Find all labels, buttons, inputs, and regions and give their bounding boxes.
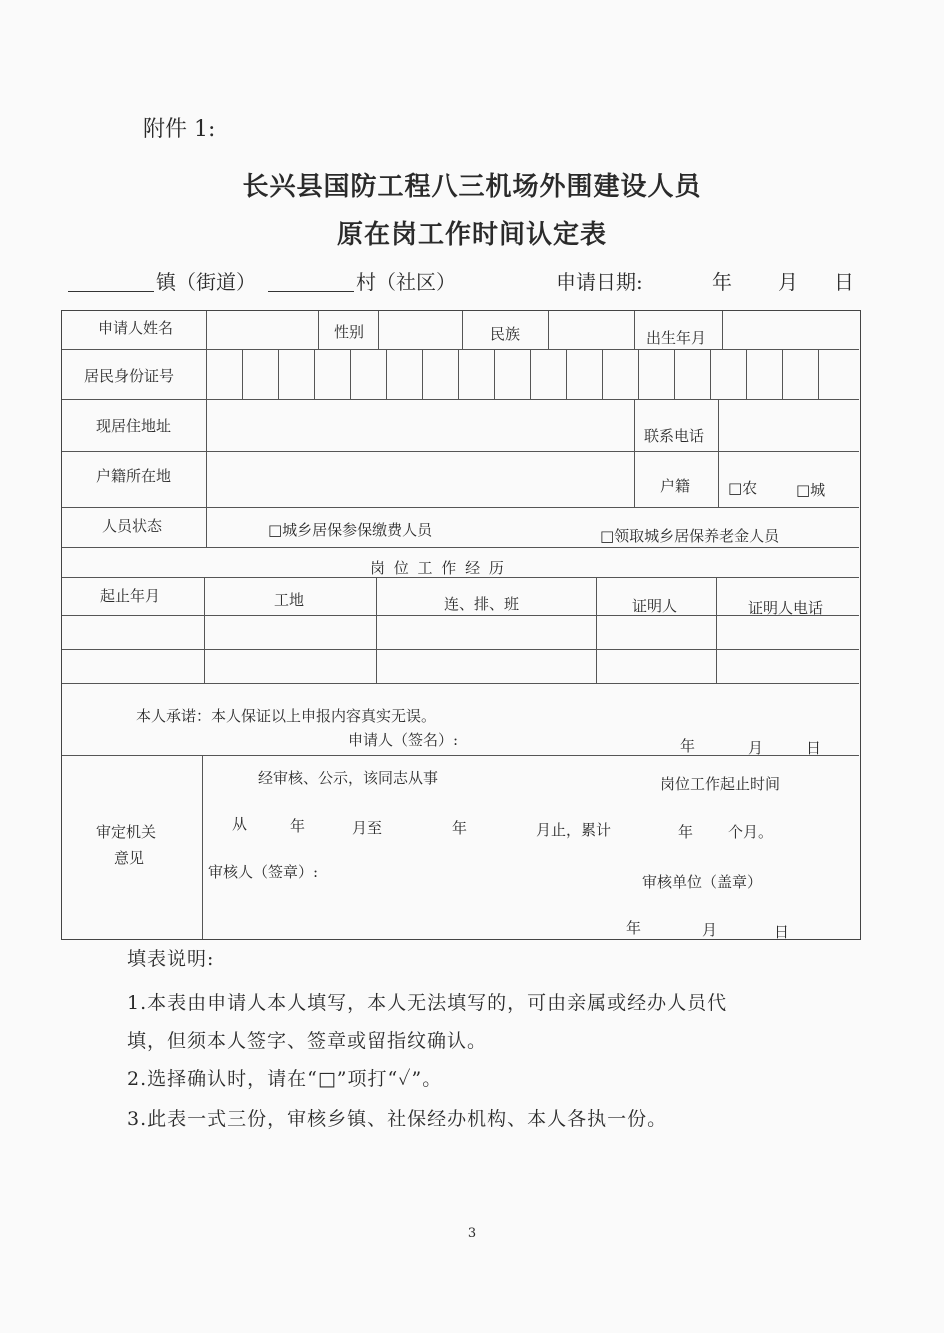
note-3: 3.此表一式三份，审核乡镇、社保经办机构、本人各执一份。 [127, 1108, 668, 1130]
col-divider [596, 577, 597, 683]
row-divider [62, 399, 859, 400]
col-divider [378, 311, 379, 349]
address-label: 现居住地址 [96, 417, 172, 435]
review-year-3: 年 [678, 823, 694, 841]
col-divider [204, 577, 205, 683]
note-1-line-1: 1.本表由申请人本人填写，本人无法填写的，可由亲属或经办人员代 [127, 992, 728, 1014]
row-divider [62, 683, 859, 684]
phone-label: 联系电话 [644, 427, 705, 445]
review-month: 月 [702, 921, 718, 939]
review-unit-seal-label: 审核单位（盖章） [642, 873, 763, 891]
review-authority-label: 审定机关 [96, 823, 157, 841]
id-box-divider [530, 349, 531, 399]
row-divider [62, 349, 859, 350]
application-form-table [61, 310, 861, 940]
id-box-divider [818, 349, 819, 399]
page-subtitle: 原在岗工作时间认定表 [336, 220, 607, 250]
col-divider [318, 311, 319, 349]
col-period-header: 起止年月 [100, 587, 161, 605]
name-label: 申请人姓名 [98, 319, 174, 337]
date-year: 年 [712, 270, 732, 294]
id-box-divider [242, 349, 243, 399]
row-divider [62, 649, 859, 650]
col-divider [634, 311, 635, 349]
review-year-2: 年 [452, 819, 468, 837]
col-divider [716, 577, 717, 683]
id-box-divider [746, 349, 747, 399]
col-divider [462, 311, 463, 349]
id-box-divider [602, 349, 603, 399]
col-divider [376, 577, 377, 683]
row-divider [62, 615, 859, 616]
id-box-divider [350, 349, 351, 399]
applicant-signature-label: 申请人（签名）: [348, 731, 459, 749]
id-box-divider [386, 349, 387, 399]
notes-heading: 填表说明: [127, 948, 215, 970]
pledge-year: 年 [680, 737, 696, 755]
note-1-line-2: 填，但须本人签字、签章或留指纹确认。 [127, 1030, 488, 1052]
village-label: 村（社区） [356, 270, 456, 294]
col-divider [634, 399, 635, 507]
urban-checkbox[interactable]: □城 [796, 481, 826, 499]
status-label: 人员状态 [102, 517, 163, 535]
review-year: 年 [626, 919, 642, 937]
review-month-total: 月止，累计 [536, 821, 612, 839]
review-months: 个月。 [728, 823, 774, 841]
town-label: 镇（街道） [156, 270, 256, 294]
id-box-divider [638, 349, 639, 399]
town-blank[interactable] [68, 291, 154, 292]
review-text: 经审核、公示，该同志从事 [258, 769, 439, 787]
date-day: 日 [834, 270, 854, 294]
attachment-label: 附件 1: [143, 117, 216, 142]
id-box-divider [314, 349, 315, 399]
col-unit-header: 连、排、班 [444, 595, 520, 613]
note-2: 2.选择确认时，请在“□”项打“✓”。 [127, 1068, 443, 1090]
pledge-day: 日 [806, 739, 822, 757]
review-period-label: 岗位工作起止时间 [660, 775, 781, 793]
id-box-divider [566, 349, 567, 399]
village-blank[interactable] [268, 291, 354, 292]
pledge-month: 月 [748, 739, 764, 757]
id-box-divider [710, 349, 711, 399]
id-box-divider [674, 349, 675, 399]
reviewer-signature-label: 审核人（签章）: [208, 863, 319, 881]
id-box-divider [782, 349, 783, 399]
row-divider [62, 507, 859, 508]
birth-label: 出生年月 [646, 329, 707, 347]
col-witness-phone-header: 证明人电话 [748, 599, 824, 617]
id-box-divider [494, 349, 495, 399]
col-site-header: 工地 [274, 591, 305, 609]
hukou-place-label: 户籍所在地 [96, 467, 172, 485]
review-from: 从 [232, 815, 248, 833]
row-divider [62, 547, 859, 548]
gender-label: 性别 [334, 323, 365, 341]
pledge-text: 本人承诺：本人保证以上申报内容真实无误。 [136, 707, 437, 725]
hukou-label: 户籍 [660, 477, 691, 495]
review-year-1: 年 [290, 817, 306, 835]
rural-checkbox[interactable]: □农 [728, 479, 758, 497]
col-witness-header: 证明人 [632, 597, 678, 615]
row-divider [62, 451, 859, 452]
col-divider [206, 349, 207, 399]
status-option-pension[interactable]: □领取城乡居保养老金人员 [600, 527, 780, 545]
row-divider [62, 755, 859, 756]
date-month: 月 [778, 270, 798, 294]
col-divider [206, 399, 207, 547]
col-divider [718, 399, 719, 507]
review-day: 日 [774, 923, 790, 941]
date-label: 申请日期: [556, 270, 643, 294]
id-label: 居民身份证号 [84, 367, 175, 385]
review-opinion-label: 意见 [114, 849, 145, 867]
ethnicity-label: 民族 [490, 325, 521, 343]
col-divider [722, 311, 723, 349]
page-title: 长兴县国防工程八三机场外围建设人员 [242, 172, 702, 202]
id-box-divider [422, 349, 423, 399]
id-box-divider [278, 349, 279, 399]
col-divider [202, 755, 203, 939]
review-month-to: 月至 [352, 819, 383, 837]
work-history-heading: 岗 位 工 作 经 历 [370, 559, 506, 577]
status-option-contributing[interactable]: □城乡居保参保缴费人员 [268, 521, 433, 539]
id-box-divider [458, 349, 459, 399]
page-number: 3 [467, 1226, 477, 1241]
col-divider [206, 311, 207, 349]
col-divider [548, 311, 549, 349]
